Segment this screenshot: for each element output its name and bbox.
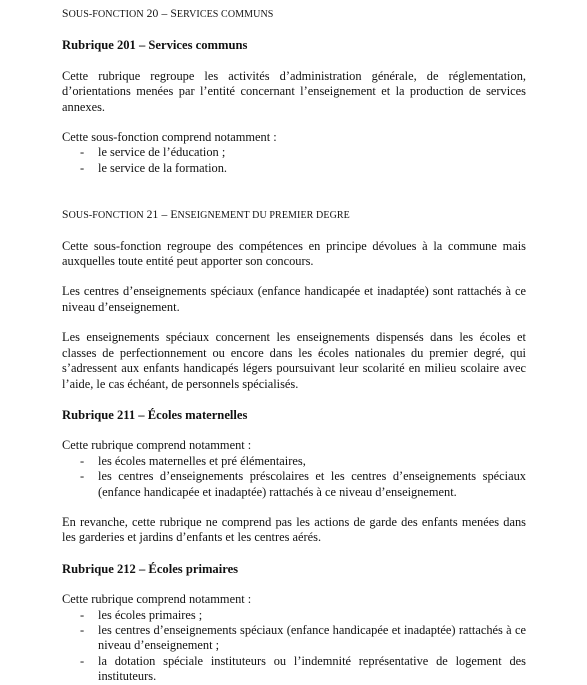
list-item: - le service de l’éducation ; — [80, 145, 226, 160]
rubrique-212-list-intro: Cette rubrique comprend notamment : — [62, 592, 252, 607]
list-item: - les centres d’enseignements spéciaux (enfance handicapée et inadaptée) rattachés à ce niveau d’enseignement ; — [80, 622, 526, 653]
sous-fonction-21-paragraph-1: Cette sous-fonction regroupe des compétences en principe dévolues à la commune mais auxquelles toute entité peut apporter son concours. — [62, 238, 526, 269]
rubrique-201-intro: Cette rubrique regroupe les activités d’administration générale, de réglementation, d’orientations menées par l’entité concernant l’enseignement et la production de services annexes. — [62, 68, 526, 114]
list-item: - la dotation spéciale instituteurs ou l’indemnité représentative de logement des instituteurs. — [80, 653, 526, 684]
sous-fonction-20-heading: SOUS-FONCTION 20 – SERVICES COMMUNS — [62, 7, 274, 20]
rubrique-201-list — [62, 145, 526, 176]
rubrique-201-list-intro: Cette sous-fonction comprend notamment : — [62, 130, 277, 145]
rubrique-211-title: Rubrique 211 – Écoles maternelles — [62, 407, 248, 422]
list-item: - le service de la formation. — [80, 160, 228, 175]
document-page — [62, 6, 526, 685]
rubrique-211-list — [62, 454, 526, 500]
list-item: - les centres d’enseignements préscolaires et les centres d’enseignements spéciaux (enfance handicapée et inadaptée) rattachés à ce niveau d’enseignement. — [80, 469, 526, 499]
rubrique-211-list-intro: Cette rubrique comprend notamment : — [62, 438, 252, 453]
rubrique-201-title: Rubrique 201 – Services communs — [62, 38, 248, 53]
rubrique-212-list — [62, 608, 526, 685]
rubrique-211-outro: En revanche, cette rubrique ne comprend pas les actions de garde des enfants menées dans les garderies et jardins d’enfants et les centres aérés. — [62, 514, 526, 545]
list-item: - les écoles primaires ; — [80, 607, 203, 622]
sous-fonction-21-heading: SOUS-FONCTION 21 – ENSEIGNEMENT DU PREMIER DEGRE — [62, 208, 350, 222]
sous-fonction-21-paragraph-3: Les enseignements spéciaux concernent les enseignements dispensés dans les écoles et classes de perfectionnement ou encore dans les écoles nationales du premier degré, qui s’adressent aux enfants handicapés légers poursuivant leur scolarité en milieu scolaire avec l’aide, le cas échéant, de personnels spécialisés. — [62, 330, 526, 391]
rubrique-212-title: Rubrique 212 – Écoles primaires — [62, 561, 239, 576]
sous-fonction-21-paragraph-2: Les centres d’enseignements spéciaux (enfance handicapée et inadaptée) sont rattachés à ce niveau d’enseignement. — [62, 284, 526, 314]
list-item: - les écoles maternelles et pré élémentaires, — [80, 453, 306, 468]
